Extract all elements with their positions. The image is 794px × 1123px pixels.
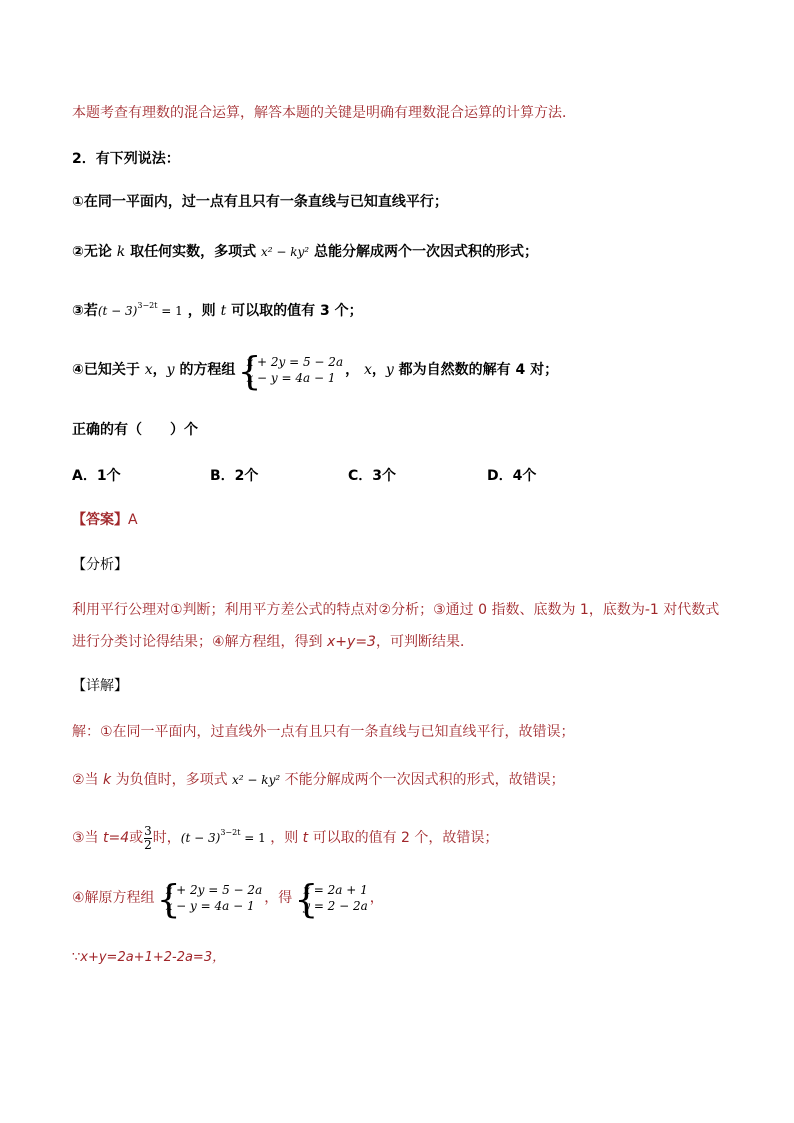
question-title: 2．有下列说法： <box>72 151 180 167</box>
detail-4: ④解原方程组 { x + 2y = 5 − 2a x − y = 4a − 1 ，得 { x = 2a + 1 y = 2 − 2a ， <box>72 877 384 921</box>
statement-2: ②无论 k 取任何实数，多项式 x² − ky² 总能分解成两个一次因式积的形式； <box>72 244 538 260</box>
detail-1: 解：①在同一平面内，过直线外一点有且只有一条直线与已知直线平行，故错误； <box>72 724 575 740</box>
top-note: 本题考查有理数的混合运算，解答本题的关键是明确有理数混合运算的计算方法． <box>72 105 576 121</box>
detail-2: ②当 k 为负值时，多项式 x² − ky² 不能分解成两个一次因式积的形式，故错误； <box>72 772 565 788</box>
fraction-3-over-2: $\frac{3}{2}$ <box>144 823 152 852</box>
detail-label: 【详解】 <box>72 678 128 694</box>
question-prompt: 正确的有（ ）个 <box>72 422 198 438</box>
analysis-line-1: 利用平行公理对①判断；利用平方差公式的特点对②分析；③通过 0 指数、底数为 1，底数为-1 对代数式 <box>72 602 720 618</box>
detail-3: ③当 t=4或 $\frac{3}{2}$ 时，$(t - 3)^{3-2t} = 1$ ，则 t 可以取的值有 2 个，故错误； <box>72 823 499 852</box>
statement-4: ④已知关于 x，y 的方程组 { x + 2y = 5 − 2a x − y = 4a − 1 ， x，y 都为自然数的解有 4 对； <box>72 349 559 393</box>
statement-3: ③若$(t - 3)^{3-2t} = 1$ ，则 t 可以取的值有 3 个； <box>72 301 363 319</box>
original-system: { x + 2y = 5 − 2a x − y = 4a − 1 <box>156 877 263 921</box>
option-d[interactable]: D．4个 <box>487 468 537 484</box>
statement-1: ①在同一平面内，过一点有且只有一条直线与已知直线平行； <box>72 194 448 210</box>
analysis-line-2: 进行分类讨论得结果；④解方程组，得到 x+y=3，可判断结果． <box>72 634 474 650</box>
option-c[interactable]: C．3个 <box>348 468 397 484</box>
detail-5: ∵x+y=2a+1+2-2a=3， <box>72 950 226 965</box>
analysis-label: 【分析】 <box>72 557 128 573</box>
option-a[interactable]: A．1个 <box>72 468 121 484</box>
polynomial-expr: x² − ky² <box>260 245 310 259</box>
option-b[interactable]: B．2个 <box>210 468 259 484</box>
solution-system: { x = 2a + 1 y = 2 − 2a <box>294 877 368 921</box>
answer-value: A <box>128 512 138 528</box>
equation-system: { x + 2y = 5 − 2a x − y = 4a − 1 <box>237 349 344 393</box>
answer <box>72 511 138 529</box>
answer-label: 【答案】 <box>72 512 128 528</box>
